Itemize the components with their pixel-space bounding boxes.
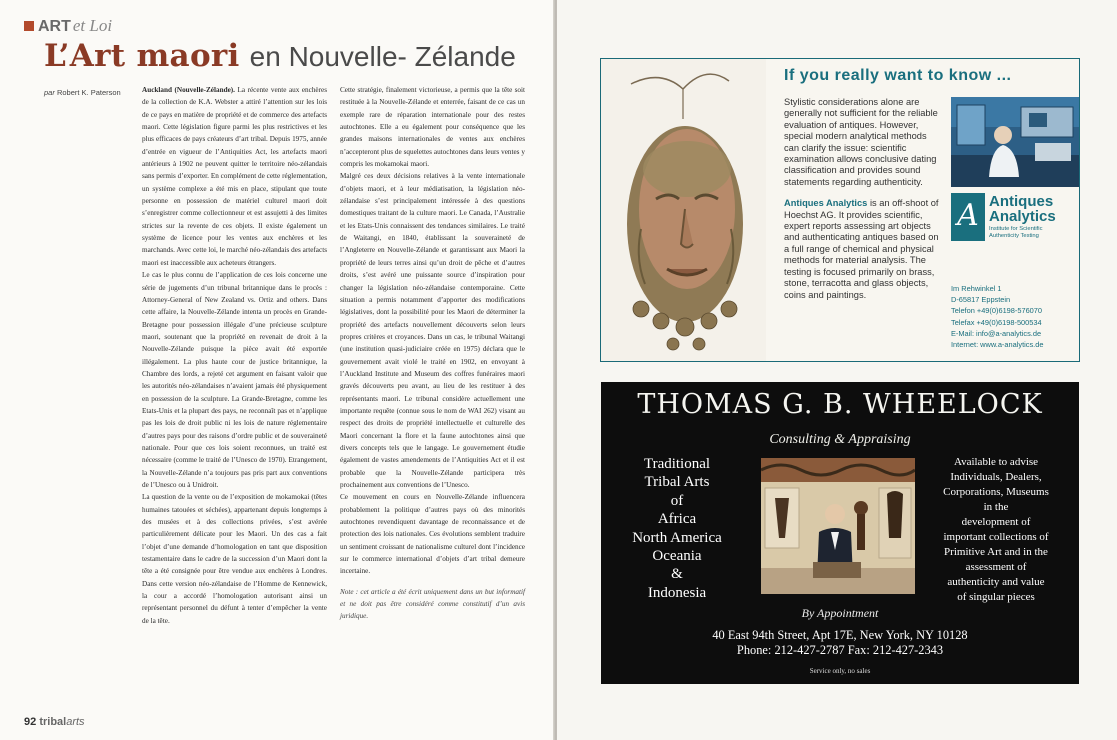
title-main: L’Art maori: [44, 38, 240, 74]
antiques-analytics-logo: [951, 193, 1079, 241]
logo-name: Antiques Analytics: [989, 193, 1056, 225]
ad-body: [784, 97, 944, 311]
address-line: Im Rehwinkel 1: [951, 284, 1002, 293]
rubric-square-icon: [24, 21, 34, 31]
legal-note: Note : cet article a été écrit uniquement dans un but informatif et ne doit pas être considéré comme constitutif d’un avis juridique.: [340, 587, 525, 621]
service-line: of singular pieces: [957, 591, 1035, 603]
paragraph: Le cas le plus connu de l’application de ces lois concerne une série de jugements d’un tribunal britannique dans le procès : Attorney-General of New Zealand vs. Ortiz and others. Dans cette affaire, la Nouvelle-Zélande intenta un procès en Grande-Bretagne pour possession illégale d’une précieuse sculpture maori, soutenant que la propriété en revenait de droit à la Nouvelle-Zélande puisque la pièce avait été exportée illégalement. La plus haute cour de justice britannique, la Chambre des lords, a rejeté cet argument en faisant valoir que les autorités néo-zélandaises n’avaient jamais été physiquement en possession de la sculpture. La Grande-Bretagne, comme les Etats-Unis et la plupart des pays, ne reconnaît pas et n’applique pas les lois de droit public ni les lois de nature réglementaire d’autres pays pour des raisons d’ordre public et de souveraineté nationale. Pour que ces lois soient reconnues, un traité est nécessaire (comme le traité de l’Unesco de 1970). Etrangement, la Nouvelle-Zélande n’a toujours pas pris part aux conventions de l’Unesco ou à Unidroit.: [142, 271, 327, 489]
ad-headline: If you really want to know ...: [784, 67, 1012, 84]
email-line: E-Mail: info@a-analytics.de: [951, 328, 1042, 338]
byline-author: Robert K. Paterson: [56, 88, 121, 97]
phone-fax: Phone: 212-427-2787 Fax: 212-427-2343: [736, 643, 944, 657]
service-line: Available to advise: [953, 456, 1039, 468]
lead-dateline: Auckland (Nouvelle-Zélande).: [142, 86, 235, 94]
specialty-line: Africa: [657, 511, 697, 528]
specialties-list: [621, 455, 733, 602]
paragraph: Ce mouvement en cours en Nouvelle-Zélande influencera probablement la politique d’autres pays où des minorités autochtones revendiquent davantage de reconnaissance et de protection des lois nationales. Ces évolutions semblent traduire un sentiment croissant de nationalisme culturel dont l’incidence sur le commerce international d’objets d’art tribal demeure incertaine.: [340, 493, 525, 576]
specialty-line: Indonesia: [647, 584, 707, 601]
article-title: [44, 38, 516, 74]
ad-body-paragraph: Antiques Analytics is an off-shoot of Hoechst AG. It provides scientific, expert reports assessing art objects and authenticating antiques based on a full range of chemical and physical methods for material analysis. The testing is focused primarily on brass, stone, terracotta and glass objects, coins and paintings.: [784, 198, 939, 300]
specialty-line: &: [671, 566, 683, 583]
title-rest: en Nouvelle- Zélande: [249, 41, 516, 72]
byline-prefix: par: [44, 88, 55, 97]
address-line: D-65817 Eppstein: [951, 295, 1011, 305]
service-line: assessment of: [965, 561, 1027, 573]
service-line: Corporations, Museums: [943, 486, 1049, 498]
wheelock-contact: [601, 628, 1079, 658]
article-column-2: [340, 84, 525, 623]
paragraph: Malgré ces deux décisions relatives à la vente internationale d’objets maori, et à leur médiatisation, la législation néo-zélandaise s’est principalement intéressée à des questions domestiques traitant de la culture maori. Le Canada, l’Australie et les Etats-Unis connaissent des tendances similaires. Le traité de Waitangi, en 1840, établissant la souveraineté de l’Angleterre en Nouvelle-Zélande et garantissant aux Maori la propriété de leurs terres ainsi qu’un droit de pêche et d’autres droits, s’est avéré une puissante source d’inspiration pour changer la législation néo-zélandaise contemporaine. Cette situation a permis notamment d’apporter des modifications législatives, dont la possibilité pour les Maori de déterminer la propriété des artefacts nouvellement découverts selon leurs propres critères et croyances. Dans un cas, le tribunal Waitangi (une institution quasi-judiciaire créée en 1975) déclara que le gouvernement avait violé le traité en 1902, en envoyant à l’Auckland Institute and Museum des coffres funéraires maori gravés découverts peu avant, au lieu de les restituer à des représentants maori. Le tribunal considère actuellement une importante requête (connue sous le nom de WAI 262) visant au respect des droits de propriété intellectuelle et culturelle des Maori concernant la flore et la faune autochtones ainsi que divers concepts tels que le langage. Le gouvernement étudie également de vastes amendements de l’Antiquities Act et il est probable que la Nouvelle-Zélande participera très prochainement aux conventions de l’Unesco.: [340, 172, 525, 489]
rubric-word: ART: [38, 18, 71, 35]
specialty-line: North America: [632, 529, 722, 546]
ad-body-paragraph: Stylistic considerations alone are generally not sufficient for the reliable evaluation of antiques. However, special modern analytical methods can clarify the issue: scientific examination allows conclusive dating classification and provides sound statements regarding authenticity.: [784, 97, 938, 187]
service-line: Primitive Art and in the: [944, 546, 1048, 558]
byline: [44, 88, 121, 97]
phone-line: Telefon +49(0)6198-576070: [951, 306, 1043, 316]
service-line: authenticity and value: [947, 576, 1045, 588]
specialty-line: of: [670, 492, 684, 509]
ad-advertiser-name: THOMAS G. B. WHEELOCK: [637, 389, 1043, 420]
paragraph-text: La récente vente aux enchères de la collection de K.A. Webster a attiré l’attention sur les lois de ce pays en matière de propriété et de commerce des artefacts maori. Cette législation figure parmi les plus restrictives et les plus efficaces de pays créateurs d’art tribal. Depuis 1975, année d’entrée en vigueur de l’Antiquities Act, les artefacts maori antérieurs à 1902 ne peuvent quitter le territoire néo-zélandais sans permis d’exporter. En complément de cette réglementation, un système complexe a été mis en place, stipulant que toute personne en possession de matériel culturel maori doit s’enregistrer comme collectionneur et est assujetti à des limites strictes sur la revente de ces objets. Il existe également un système de licence pour les ventes aux enchères et les marchands. Avec cette loi, le marché néo-zélandais des artefacts maori est inaccessible aux acheteurs étrangers.: [142, 86, 327, 267]
section-rubric: [24, 16, 112, 36]
company-name: Antiques Analytics: [784, 198, 868, 209]
service-line: in the: [983, 501, 1009, 513]
ad-subtitle: Consulting & Appraising: [769, 432, 911, 447]
rubric-sub: et Loi: [72, 16, 113, 35]
service-line: development of: [961, 516, 1031, 528]
bronze-mask-image: [601, 59, 766, 361]
article-column-1: [142, 84, 327, 627]
service-note: Service only, no sales: [809, 667, 871, 675]
contact-address: [951, 283, 1043, 350]
street-address: 40 East 94th Street, Apt 17E, New York, NY 10128: [712, 628, 968, 642]
appointment-text: By Appointment: [801, 606, 879, 620]
gallery-photo: [761, 458, 915, 594]
right-page: [557, 0, 1117, 740]
service-line: important collections of: [943, 531, 1049, 543]
antiques-analytics-ad: [600, 58, 1080, 362]
specialty-line: Traditional: [643, 456, 711, 472]
page-folio: [24, 716, 85, 728]
wheelock-ad: [601, 382, 1079, 684]
paragraph: La question de la vente ou de l’exposition de mokamokai (têtes humaines tatouées et séchées), appartenant depuis longtemps à des musées et à des collections privées, s’est avérée particulièrement délicate pour les Maori. Un des cas a fait l’objet d’une demande d’homologation en tant que disposition testamentaire dans le cadre de la succession d’un Maori dont la tête a été consignée pour être vendue aux enchères à Londres. Dans cette version néo-zélandaise de l’Homme de Kennewick, la cour a accordé l’homologation autorisant ainsi un représentant personnel du défunt à tenter d’empêcher la vente de la tête.: [142, 493, 327, 625]
specialty-line: Tribal Arts: [644, 474, 710, 491]
logo-tagline: Institute for Scientific Authenticity Testing: [989, 226, 1043, 239]
paragraph: Cette stratégie, finalement victorieuse, a permis que la tête soit restituée à la Nouvelle-Zélande et enterrée, faisant de ce cas un exemple rare de réparation internationale pour des restes autochtones. Elle a eu également pour conséquence que les grandes maisons internationales de ventes aux enchères n’accepteront plus de squelettes autochtones dans leurs ventes y compris les mokamokai maori.: [340, 86, 525, 169]
left-page: [0, 0, 555, 740]
website-line: Internet: www.a-analytics.de: [951, 340, 1044, 350]
logo-mark: A: [951, 193, 985, 241]
paragraph: [142, 84, 327, 269]
page-number: 92: [24, 716, 37, 728]
fax-line: Telefax +49(0)6198-500534: [951, 317, 1042, 327]
laboratory-photo: [951, 97, 1079, 187]
services-list: [923, 455, 1069, 605]
service-line: Individuals, Dealers,: [950, 471, 1042, 483]
magazine-name: tribalarts: [39, 716, 85, 728]
specialty-line: Oceania: [652, 548, 702, 565]
